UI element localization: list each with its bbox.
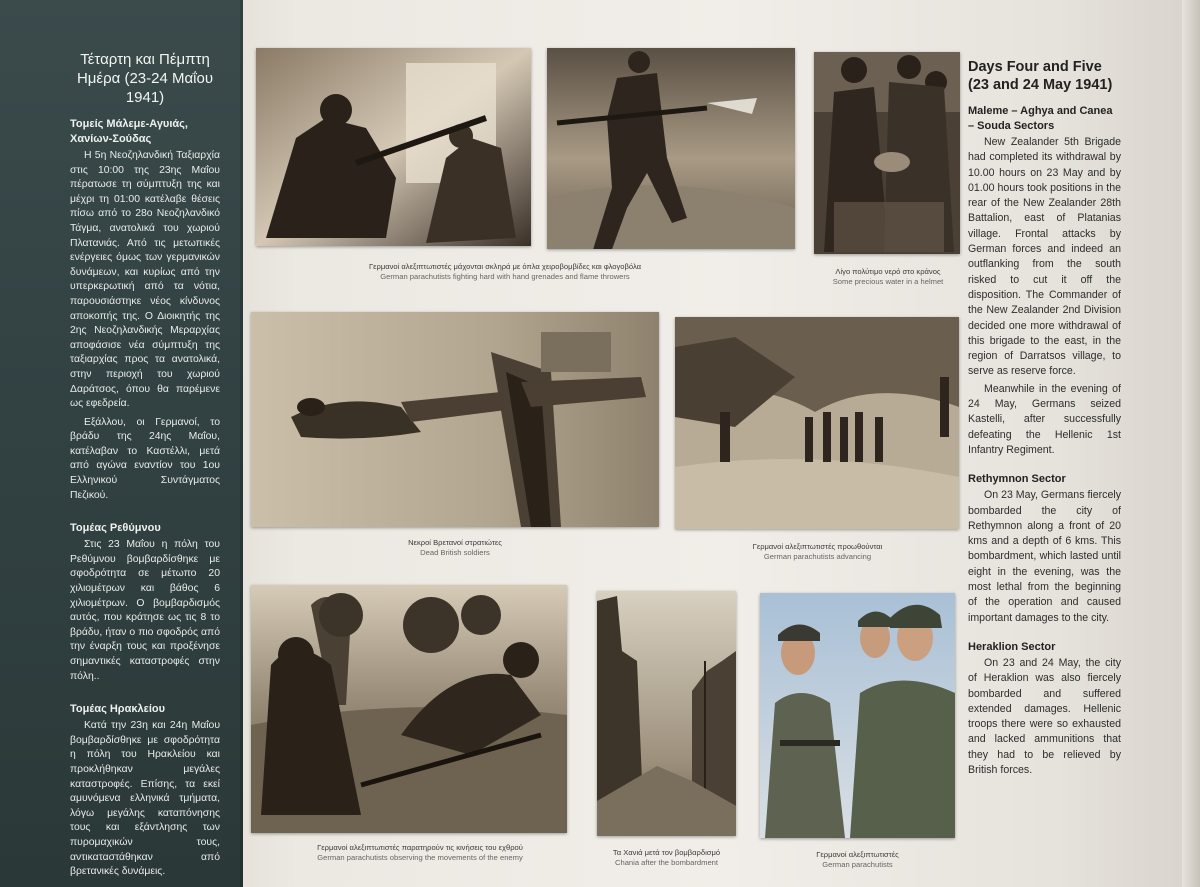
english-paragraph: On 23 May, Germans fiercely bombarded the city of Rethymnon along a front of 20 kms and a depth of 6 kms. This bombardment, which lasted until eight in the evening, was the most lethal from the beginning of the operation and caused important damages to the city. bbox=[968, 489, 1121, 624]
caption-observing-enemy bbox=[270, 843, 570, 863]
english-paragraph: On 23 and 24 May, the city of Heraklion was also fiercely bombarded and suffered extended damages. Hellenic troops there were so exhausted and lacked ammunitions that they had to be relieved by British forces. bbox=[968, 656, 1121, 776]
photo-parachutists-advancing bbox=[675, 317, 959, 529]
photo-grenade-fight bbox=[256, 48, 531, 246]
caption-grenade-fight bbox=[330, 262, 680, 282]
greek-text-panel bbox=[0, 0, 243, 887]
greek-heading-rethymnon: Τομέας Ρεθύμνου bbox=[70, 522, 161, 535]
greek-title: Τέταρτη και Πέμπτη Ημέρα (23-24 Μαΐου 1941) bbox=[76, 51, 214, 106]
wall-corner bbox=[1182, 0, 1200, 887]
caption-greek: Γερμανοί αλεξιπτωτιστές μάχονται σκληρά με όπλα χειροβομβίδες και φλογοβόλα bbox=[368, 262, 642, 271]
english-paragraph: Meanwhile in the evening of 24 May, Germans seized Kastelli, after successfully defeating the Hellenic 1st Infantry Regiment. bbox=[968, 382, 1121, 456]
photo-parachutists-portrait bbox=[760, 593, 955, 838]
photo-helmet-water bbox=[814, 52, 960, 254]
caption-parachutists-portrait bbox=[760, 850, 955, 870]
caption-english: German parachutists advancing bbox=[763, 552, 872, 561]
caption-english: German parachutists bbox=[822, 860, 893, 869]
caption-dead-soldiers bbox=[355, 538, 555, 558]
photo-dead-soldiers bbox=[251, 312, 659, 527]
caption-english: German parachutists observing the movements of the enemy bbox=[317, 853, 523, 862]
caption-chania-bombed bbox=[597, 848, 736, 868]
english-heading-rethymnon: Rethymnon Sector bbox=[968, 473, 1066, 486]
photo-flamethrower bbox=[547, 48, 795, 249]
caption-english: German parachutists fighting hard with hand grenades and flame throwers bbox=[380, 272, 630, 281]
greek-paragraph: Η 5η Νεοζηλανδική Ταξιαρχία στις 10:00 της 23ης Μαΐου πέρατωσε τη σύμπτυξη της και μέχρι τη 01:00 κατέλαβε θέσεις πίσω από το 28ο Νεοζηλανδικό Τάγμα, ανατολικά του χωριού Πλατανιάς. Από τις μετωπικές ενέργειες όμως των γερμανικών δυνάμεων, και κυρίως από την υπερκερωτική από τα νότια, παρουσιάστηκε νέος κίνδυνος αποκοπής της. Ο Διοικητής της 2ης Νεοζηλανδικής Μεραρχίας αποφάσισε νέα σύμπτυξη της ταξιαρχίας προς τα ανατολικά, στην περιοχή του χωριού Δαράτσος, όπου θα παρέμενε ως εφεδρεία. bbox=[70, 150, 220, 410]
english-heading-heraklion: Heraklion Sector bbox=[968, 640, 1056, 653]
caption-greek: Γερμανοί αλεξιπτωτιστές προωθούνται bbox=[752, 542, 883, 551]
caption-greek: Νεκροί Βρετανοί στρατιώτες bbox=[408, 538, 502, 547]
caption-greek: Τα Χανιά μετά τον βομβαρδισμό bbox=[612, 848, 721, 857]
greek-heading-maleme: Τομείς Μάλεμε-Αγυιάς, Χανίων-Σούδας bbox=[70, 118, 188, 145]
caption-english: Dead British soldiers bbox=[420, 548, 490, 557]
english-title: Days Four and Five (23 and 24 May 1941) bbox=[968, 59, 1113, 93]
photo-observing-enemy bbox=[251, 585, 567, 833]
caption-greek: Γερμανοί αλεξιπτωτιστές bbox=[816, 850, 899, 859]
greek-heading-heraklion: Τομέας Ηρακλείου bbox=[70, 703, 166, 716]
english-text-column bbox=[968, 58, 1121, 780]
greek-text-column bbox=[70, 50, 220, 884]
caption-greek: Γερμανοί αλεξιπτωτιστές παρατηρούν τις κινήσεις του εχθρού bbox=[317, 843, 523, 852]
greek-paragraph: Στις 23 Μαΐου η πόλη του Ρεθύμνου βομβαρδίσθηκε με σφοδρότητα σε μέτωπο 20 χιλιομέτρων και βάθος 6 χιλιομέτρων. Ο βομβαρδισμός αυτός, που κράτησε ως τις 8 το βράδυ, ήταν ο πιο σφοδρός από την έναρξη τους και προξένησε σημαντικές καταστροφές στην πόλη.. bbox=[70, 539, 220, 682]
english-heading-maleme: Maleme – Aghya and Canea – Souda Sectors bbox=[968, 105, 1113, 132]
greek-paragraph: Εξάλλου, οι Γερμανοί, το βράδυ της 24ης Μαΐου, κατέλαβαν το Καστέλλι, μετά από αγώνα εναντίον του 1ου Ελληνικού Συντάγματος Πεζικού. bbox=[70, 416, 220, 501]
photo-chania-bombed bbox=[597, 591, 736, 836]
caption-greek: Λίγο πολύτιμο νερό στο κράνος bbox=[835, 267, 941, 276]
caption-english: Chania after the bombardment bbox=[615, 858, 718, 867]
greek-paragraph: Κατά την 23η και 24η Μαΐου βομβαρδίσθηκε με σφοδρότητα η πόλη του Ηρακλείου και προκλήθηκαν μεγάλες καταστροφές. Επίσης, τα εκεί αμυνόμενα ελληνικά τμήματα, λόγω μεγάλης καταπόνησης τους και εξάντλησης των πυρομαχικών τους, αντικαταστάθηκαν από βρετανικές δυνάμεις. bbox=[70, 720, 220, 878]
caption-english: Some precious water in a helmet bbox=[832, 277, 944, 286]
caption-helmet-water bbox=[790, 267, 986, 287]
caption-parachutists-advancing bbox=[700, 542, 935, 562]
english-paragraph: New Zealander 5th Brigade had completed its withdrawal by 10.00 hours on 23 May and by 01.00 hours took positions in the rear of the New Zealander 28th Battalion, east of Platanias village. Frontal attacks by German forces and indeed an outflanking from the south risked to cut it off the disposition. The Commander of the New Zealander 2nd Division decided one more withdrawal of this brigade to the east, in the region of Darratsos village, to serve as reserve force. bbox=[968, 136, 1121, 378]
